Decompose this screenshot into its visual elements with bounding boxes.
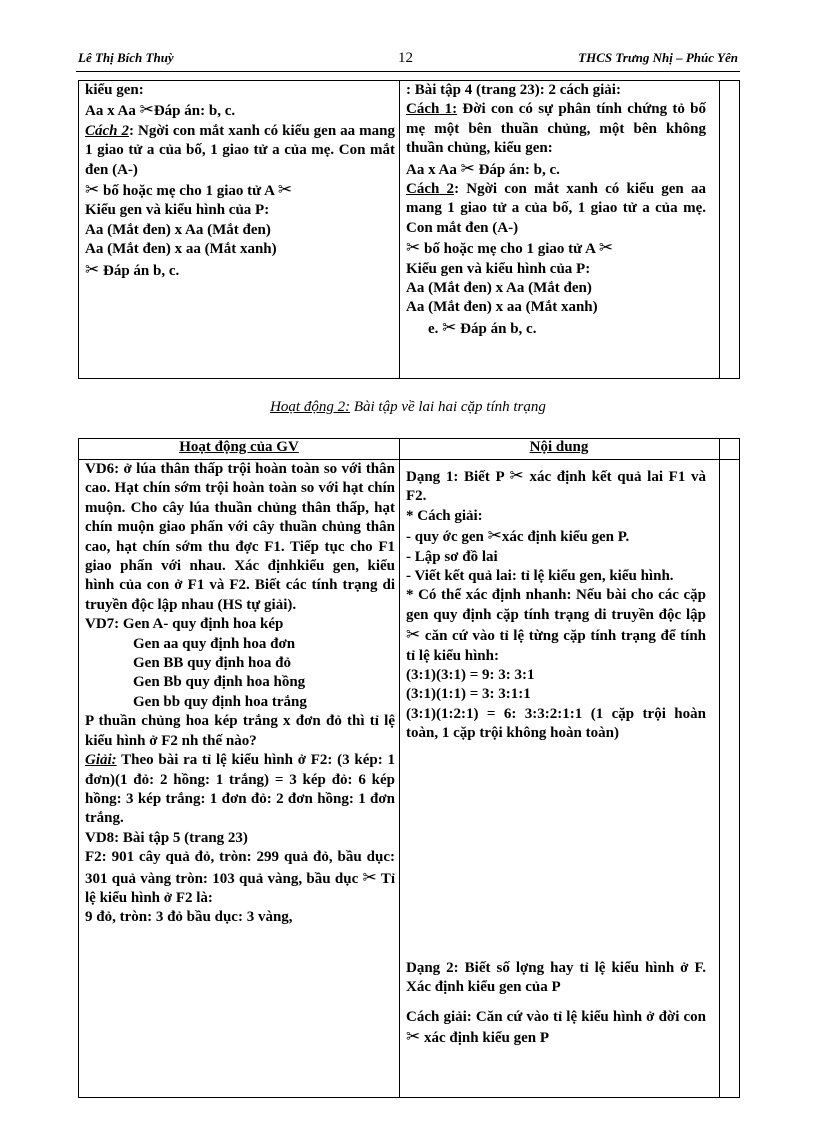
arrow-icon: ✂	[85, 180, 100, 200]
right-cell	[406, 81, 706, 378]
right-cell	[406, 460, 706, 1097]
left-cell	[85, 460, 395, 1097]
text-line: Aa x Aa ✂ Đáp án: b, c.	[406, 158, 560, 178]
text-line: Aa (Mắt đen) x aa (Mắt xanh)	[85, 241, 277, 258]
example-vd8: VD8: Bài tập 5 (trang 23)	[85, 829, 248, 846]
left-cell	[85, 81, 395, 378]
text-line: ✂ bố hoặc mẹ cho 1 giao tử A ✂	[85, 180, 293, 200]
question: P thuần chủng hoa kép trắng x đơn đỏ thì tỉ lệ kiểu hình ở F2 nh thế nào?	[85, 713, 395, 749]
column-divider	[399, 439, 400, 1097]
arrow-icon: ✂	[85, 259, 100, 279]
text-paragraph: Cách 2: Ngời con mắt xanh có kiểu gen aa mang 1 giao tử a của bố, 1 giao tử a của mẹ. Con mắt đen (A-)	[85, 122, 395, 178]
arrow-icon: ✂	[598, 238, 614, 258]
text-line: ✂ Đáp án b, c.	[85, 259, 180, 279]
example-vd7: VD7: Gen A- quy định hoa kép	[85, 616, 284, 633]
column-header-gv: Hoạt động của GV	[179, 439, 299, 455]
text-line: ✂ bố hoặc mẹ cho 1 giao tử A ✂	[406, 238, 614, 258]
text-line: 9 đỏ, tròn: 3 đỏ bầu dục: 3 vàng,	[85, 909, 293, 926]
arrow-icon: ✂	[460, 158, 475, 178]
ratio-line: (3:1)(1:1) = 3: 3:1:1	[406, 686, 531, 703]
ratio-line: (3:1)(1:2:1) = 6: 3:3:2:1:1 (1 cặp trội hoàn toàn, 1 cặp trội không hoàn toàn)	[406, 705, 706, 742]
page-header	[78, 50, 738, 70]
author-name: Lê Thị Bích Thuỳ	[78, 50, 174, 65]
arrow-icon: ✂	[406, 238, 421, 258]
column-divider	[719, 81, 720, 378]
arrow-icon: ✂	[487, 526, 502, 546]
arrow-icon: ✂	[509, 466, 524, 485]
arrow-icon: ✂	[406, 1026, 421, 1046]
text-line: Kiểu gen và kiểu hình của P:	[406, 260, 591, 277]
text-paragraph: Cách 2: Ngời con mắt xanh có kiểu gen aa mang 1 giao tử a của bố, 1 giao tử a của mẹ. Con mắt đen (A-)	[406, 181, 706, 236]
lesson-table	[78, 438, 740, 1098]
text-paragraph: F2: 901 cây quả đỏ, tròn: 299 quả đỏ, bầu dục: 301 quả vàng tròn: 103 quả vàng, bầu dục ✂ Tỉ lệ kiểu hình ở F2 là:	[85, 849, 396, 906]
solution: Giải: Theo bài ra tỉ lệ kiểu hình ở F2: (3 kép: 1 đơn)(1 đỏ: 2 hồng: 1 trắng) = 3 kép đỏ: 6 kép hồng: 3 kép trắng: 1 đơn đỏ: 2 đơn hồng: 1 đơn trắng.	[85, 752, 395, 827]
text-line: e. ✂ Đáp án b, c.	[428, 317, 537, 337]
text-line: Gen aa quy định hoa đơn	[133, 635, 296, 652]
arrow-icon: ✂	[139, 100, 154, 120]
column-divider	[719, 439, 720, 1097]
text-line: kiểu gen:	[85, 82, 144, 98]
text-paragraph: Cách 1: Đời con có sự phân tính chứng tỏ bố mẹ một bên thuần chủng, một bên không thuần chủng, kiểu gen:	[406, 101, 706, 157]
text-paragraph: - Viết kết quả lai: tỉ lệ kiểu gen, kiểu hình.	[406, 568, 674, 585]
text-line: Aa (Mắt đen) x Aa (Mắt đen)	[406, 280, 592, 297]
column-header-content: Nội dung	[529, 439, 589, 455]
example-vd6: VD6: ở lúa thân thấp trội hoàn toàn so với thân cao. Hạt chín sớm trội hoàn toàn so với hạt chín muộn. Cho cây lúa thuần chủng thân thấp, hạt chín muộn giao phấn với cây thuần chủng thân cao, hạt chín sớm thu đợc F1. Tiếp tục cho F1 giao phấn với nhau. Xác địnhkiểu gen, kiểu hình của con ở F1 và F2. Biết các tính trạng di truyền độc lập nhau (HS tự giải).	[85, 461, 395, 613]
text-line: Aa (Mắt đen) x aa (Mắt xanh)	[406, 299, 598, 316]
text-line: - quy ớc gen ✂xác định kiểu gen P.	[406, 526, 630, 546]
text-line: : Bài tập 4 (trang 23): 2 cách giải:	[406, 82, 621, 98]
activity-heading: Hoạt động 2: Bài tập về lai hai cặp tính trạng	[270, 399, 546, 415]
arrow-icon: ✂	[442, 317, 457, 337]
text-line: Gen Bb quy định hoa hồng	[133, 674, 306, 691]
text-line: * Cách giải:	[406, 507, 483, 524]
text-paragraph: Dạng 1: Biết P ✂ xác định kết quả lai F1 và F2.	[406, 466, 706, 505]
column-divider	[399, 81, 400, 378]
header-rule	[76, 71, 740, 72]
arrow-icon: ✂	[362, 867, 377, 887]
arrow-icon: ✂	[406, 625, 421, 645]
arrow-icon: ✂	[277, 180, 293, 200]
school-name: THCS Trưng Nhị – Phúc Yên	[578, 50, 738, 65]
text-line: Aa x Aa ✂Đáp án: b, c.	[85, 100, 236, 120]
text-paragraph: Cách giải: Căn cứ vào tỉ lệ kiểu hình ở đời con ✂ xác định kiểu gen P	[406, 1008, 706, 1046]
text-paragraph: Dạng 2: Biết số lợng hay tỉ lệ kiểu hình ở F. Xác định kiểu gen của P	[406, 959, 706, 996]
text-line: Gen bb quy định hoa trắng	[133, 693, 307, 710]
text-line: - Lập sơ đồ lai	[406, 548, 498, 565]
text-paragraph: * Có thể xác định nhanh: Nếu bài cho các cặp gen quy định cặp tính trạng di truyền độc lập ✂ căn cứ vào tỉ lệ từng cặp tính trạng để tính tỉ lệ kiểu hình:	[406, 587, 707, 664]
text-line: Gen BB quy định hoa đỏ	[133, 655, 291, 672]
page-number: 12	[398, 50, 413, 66]
ratio-line: (3:1)(3:1) = 9: 3: 3:1	[406, 667, 535, 684]
answer-table	[78, 80, 740, 379]
text-line: Aa (Mắt đen) x Aa (Mắt đen)	[85, 221, 271, 238]
text-line: Kiểu gen và kiểu hình của P:	[85, 202, 270, 219]
